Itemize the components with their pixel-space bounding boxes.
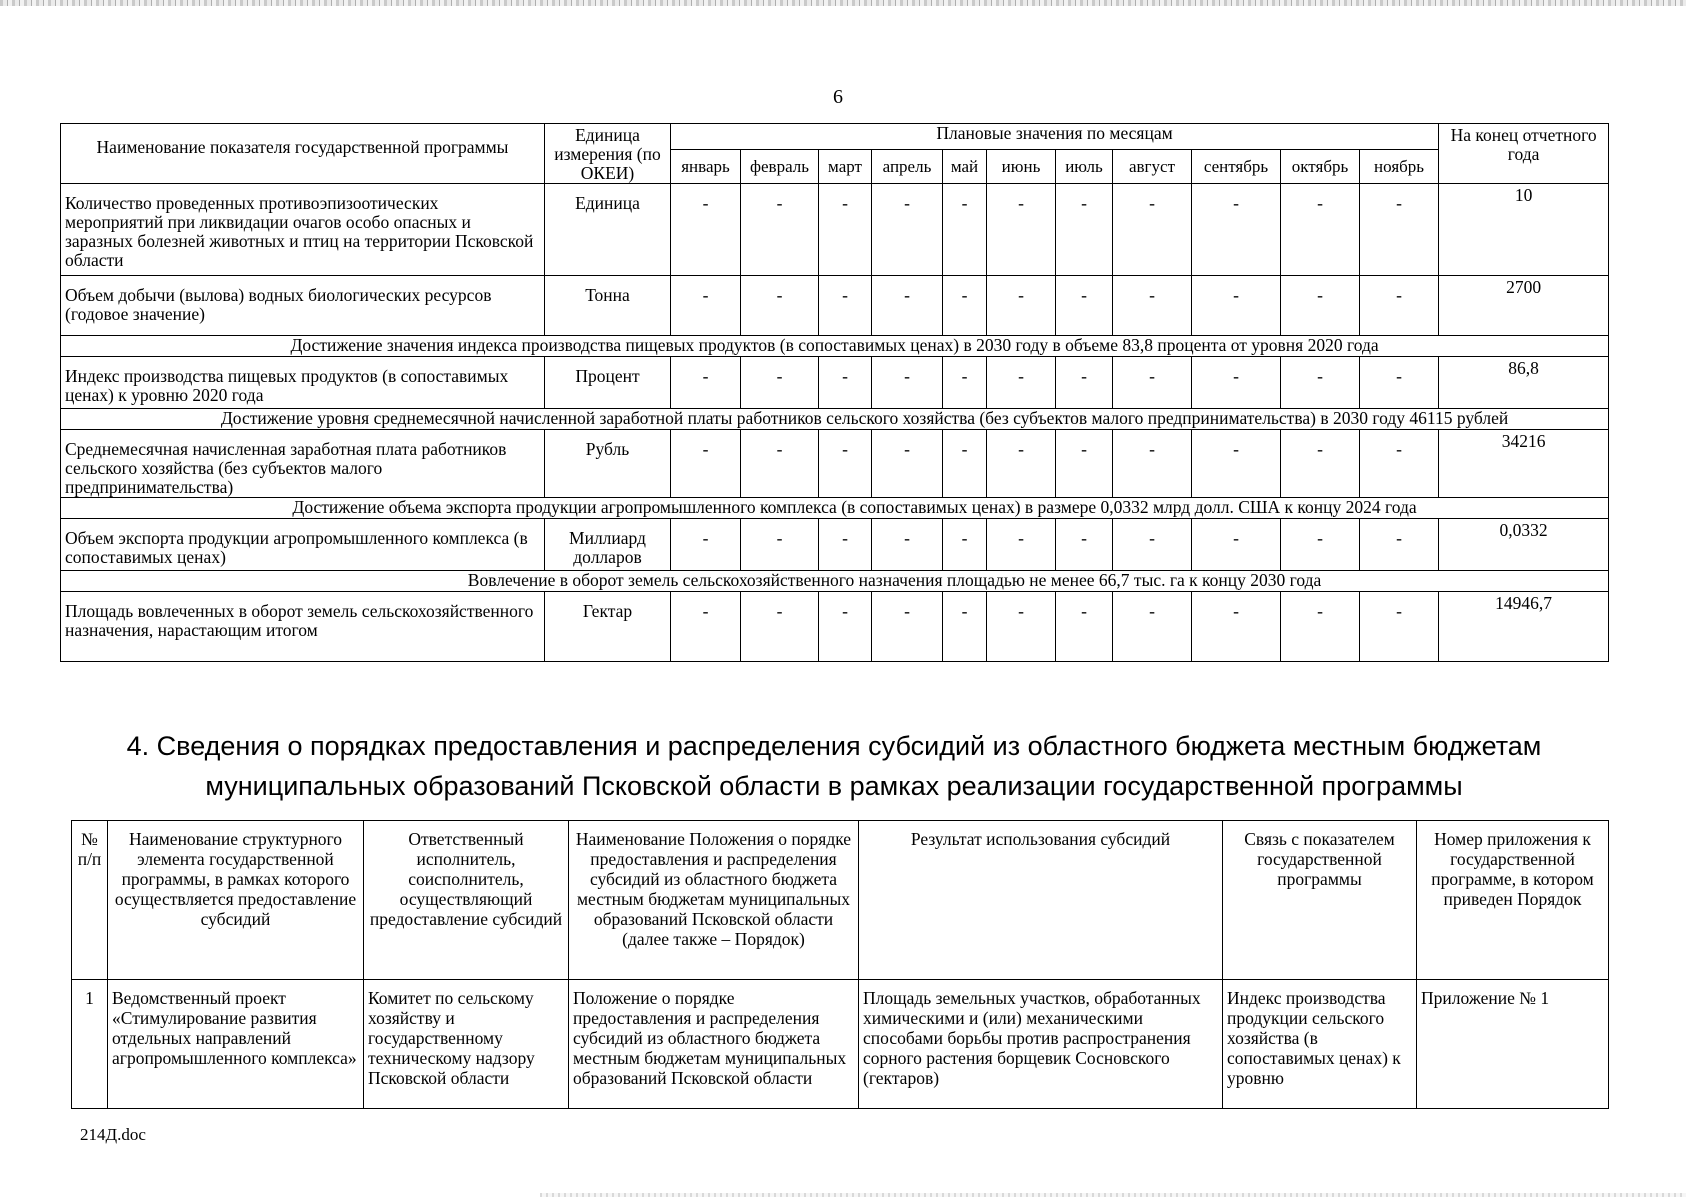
indicator-link: Индекс производства продукции сельского хозяйства (в сопоставимых ценах) к уровню bbox=[1223, 980, 1417, 1109]
indicator-unit: Миллиард долларов bbox=[545, 519, 671, 571]
subsidy-row bbox=[72, 980, 1609, 1109]
monthly-value: - bbox=[943, 519, 987, 571]
indicator-unit: Гектар bbox=[545, 592, 671, 662]
indicator-header-row bbox=[61, 124, 1609, 150]
month-header-cell: ноябрь bbox=[1360, 149, 1439, 183]
monthly-value: - bbox=[1113, 519, 1192, 571]
monthly-value: - bbox=[943, 184, 987, 276]
monthly-value: - bbox=[1192, 430, 1281, 498]
monthly-value: - bbox=[1056, 592, 1113, 662]
indicator-row bbox=[61, 592, 1609, 662]
monthly-value: - bbox=[1192, 592, 1281, 662]
monthly-value: - bbox=[1113, 184, 1192, 276]
indicator-row bbox=[61, 357, 1609, 409]
monthly-value: - bbox=[872, 592, 943, 662]
monthly-value: - bbox=[1281, 276, 1360, 336]
monthly-value: - bbox=[943, 430, 987, 498]
monthly-value: - bbox=[943, 592, 987, 662]
monthly-value: - bbox=[1113, 592, 1192, 662]
goal-section-text: Достижение уровня среднемесячной начисленной заработной платы работников сельского хозяйства (без субъектов малого предпринимательства) в 2030 году 46115 рублей bbox=[61, 409, 1609, 430]
indicator-name: Индекс производства пищевых продуктов (в сопоставимых ценах) к уровню 2020 года bbox=[61, 357, 545, 409]
monthly-value: - bbox=[741, 519, 819, 571]
monthly-value: - bbox=[1113, 430, 1192, 498]
header-row-number: № п/п bbox=[72, 821, 108, 980]
monthly-value: - bbox=[1281, 519, 1360, 571]
header-unit: Единица измерения (по ОКЕИ) bbox=[545, 124, 671, 184]
indicator-name: Площадь вовлеченных в оборот земель сельскохозяйственного назначения, нарастающим итогом bbox=[61, 592, 545, 662]
structural-element: Ведомственный проект «Стимулирование развития отдельных направлений агропромышленного комплекса» bbox=[108, 980, 364, 1109]
indicator-unit: Единица bbox=[545, 184, 671, 276]
monthly-value: - bbox=[671, 357, 741, 409]
year-end-value: 86,8 bbox=[1439, 357, 1609, 409]
monthly-value: - bbox=[819, 276, 872, 336]
section-heading-line-2: муниципальных образований Псковской области в рамках реализации государственной программы bbox=[205, 771, 1463, 801]
goal-section-row bbox=[61, 498, 1609, 519]
year-end-value: 0,0332 bbox=[1439, 519, 1609, 571]
indicator-name: Объем экспорта продукции агропромышленного комплекса (в сопоставимых ценах) bbox=[61, 519, 545, 571]
monthly-value: - bbox=[1281, 430, 1360, 498]
month-header-cell: апрель bbox=[872, 149, 943, 183]
monthly-value: - bbox=[1113, 357, 1192, 409]
indicator-unit: Рубль bbox=[545, 430, 671, 498]
monthly-value: - bbox=[1192, 357, 1281, 409]
indicator-table-body bbox=[61, 184, 1609, 662]
year-end-value: 10 bbox=[1439, 184, 1609, 276]
goal-section-row bbox=[61, 571, 1609, 592]
monthly-value: - bbox=[943, 357, 987, 409]
year-end-value: 14946,7 bbox=[1439, 592, 1609, 662]
indicator-unit: Тонна bbox=[545, 276, 671, 336]
header-executor: Ответственный исполнитель, соисполнитель, осуществляющий предоставление субсидий bbox=[364, 821, 569, 980]
monthly-value: - bbox=[943, 276, 987, 336]
section-heading-line-1: 4. Сведения о порядках предоставления и распределения субсидий из областного бюджета местным бюджетам bbox=[126, 731, 1542, 761]
monthly-value: - bbox=[1113, 276, 1192, 336]
monthly-value: - bbox=[872, 519, 943, 571]
monthly-value: - bbox=[741, 592, 819, 662]
monthly-value: - bbox=[987, 276, 1056, 336]
monthly-value: - bbox=[987, 430, 1056, 498]
month-header-cell: март bbox=[819, 149, 872, 183]
month-header-cell: июнь bbox=[987, 149, 1056, 183]
indicator-unit: Процент bbox=[545, 357, 671, 409]
monthly-value: - bbox=[819, 357, 872, 409]
scan-edge-bottom bbox=[540, 1193, 1686, 1197]
monthly-value: - bbox=[872, 276, 943, 336]
monthly-value: - bbox=[819, 430, 872, 498]
monthly-value: - bbox=[671, 184, 741, 276]
monthly-value: - bbox=[1360, 276, 1439, 336]
goal-section-row bbox=[61, 409, 1609, 430]
subsidy-header-row bbox=[72, 821, 1609, 980]
subsidy-table bbox=[71, 820, 1609, 1109]
monthly-value: - bbox=[1281, 184, 1360, 276]
month-header-cell: май bbox=[943, 149, 987, 183]
monthly-value: - bbox=[741, 357, 819, 409]
footer-filename: 214Д.doc bbox=[80, 1125, 146, 1144]
indicator-table bbox=[60, 123, 1609, 662]
monthly-value: - bbox=[1360, 184, 1439, 276]
monthly-value: - bbox=[671, 519, 741, 571]
monthly-value: - bbox=[1360, 430, 1439, 498]
header-planned-values: Плановые значения по месяцам bbox=[671, 124, 1439, 150]
goal-section-text: Достижение значения индекса производства пищевых продуктов (в сопоставимых ценах) в 2030 году в объеме 83,8 процента от уровня 2020 года bbox=[61, 336, 1609, 357]
month-header-cell: октябрь bbox=[1281, 149, 1360, 183]
monthly-value: - bbox=[1192, 519, 1281, 571]
month-header-cell: февраль bbox=[741, 149, 819, 183]
monthly-value: - bbox=[741, 430, 819, 498]
monthly-value: - bbox=[987, 519, 1056, 571]
page-number: 6 bbox=[833, 86, 843, 108]
header-appendix-number: Номер приложения к государственной программе, в котором приведен Порядок bbox=[1417, 821, 1609, 980]
monthly-value: - bbox=[1192, 276, 1281, 336]
month-header-cell: январь bbox=[671, 149, 741, 183]
monthly-value: - bbox=[1056, 276, 1113, 336]
indicator-row bbox=[61, 519, 1609, 571]
subsidy-table-body bbox=[72, 980, 1609, 1109]
header-year-end: На конец отчетного года bbox=[1439, 124, 1609, 184]
executor: Комитет по сельскому хозяйству и государственному техническому надзору Псковской области bbox=[364, 980, 569, 1109]
monthly-value: - bbox=[819, 592, 872, 662]
monthly-value: - bbox=[671, 276, 741, 336]
monthly-value: - bbox=[741, 276, 819, 336]
month-header-cell: июль bbox=[1056, 149, 1113, 183]
indicator-row bbox=[61, 184, 1609, 276]
monthly-value: - bbox=[1360, 357, 1439, 409]
monthly-value: - bbox=[671, 430, 741, 498]
indicator-name: Объем добычи (вылова) водных биологических ресурсов (годовое значение) bbox=[61, 276, 545, 336]
header-indicator-link: Связь с показателем государственной программы bbox=[1223, 821, 1417, 980]
monthly-value: - bbox=[872, 430, 943, 498]
appendix-number: Приложение № 1 bbox=[1417, 980, 1609, 1109]
monthly-value: - bbox=[872, 357, 943, 409]
month-header-cell: август bbox=[1113, 149, 1192, 183]
header-indicator-name: Наименование показателя государственной программы bbox=[61, 124, 545, 184]
monthly-value: - bbox=[1360, 519, 1439, 571]
monthly-value: - bbox=[819, 184, 872, 276]
monthly-value: - bbox=[872, 184, 943, 276]
monthly-value: - bbox=[741, 184, 819, 276]
monthly-value: - bbox=[1192, 184, 1281, 276]
goal-section-text: Вовлечение в оборот земель сельскохозяйственного назначения площадью не менее 66,7 тыс. га к концу 2030 года bbox=[61, 571, 1609, 592]
header-structural-element: Наименование структурного элемента государственной программы, в рамках которого осуществляется предоставление субсидий bbox=[108, 821, 364, 980]
monthly-value: - bbox=[1281, 357, 1360, 409]
monthly-value: - bbox=[1056, 357, 1113, 409]
header-subsidy-result: Результат использования субсидий bbox=[859, 821, 1223, 980]
goal-section-text: Достижение объема экспорта продукции агропромышленного комплекса (в сопоставимых ценах) в размере 0,0332 млрд долл. США к концу 2024 года bbox=[61, 498, 1609, 519]
year-end-value: 34216 bbox=[1439, 430, 1609, 498]
monthly-value: - bbox=[1056, 430, 1113, 498]
month-header-cell: сентябрь bbox=[1192, 149, 1281, 183]
monthly-value: - bbox=[1056, 184, 1113, 276]
monthly-value: - bbox=[819, 519, 872, 571]
scan-edge-top bbox=[0, 0, 1686, 6]
monthly-value: - bbox=[987, 592, 1056, 662]
indicator-name: Среднемесячная начисленная заработная плата работников сельского хозяйства (без субъектов малого предпринимательства) bbox=[61, 430, 545, 498]
monthly-value: - bbox=[1056, 519, 1113, 571]
regulation-name: Положение о порядке предоставления и распределения субсидий из областного бюджета местным бюджетам муниципальных образований Псковской области bbox=[569, 980, 859, 1109]
header-regulation-name: Наименование Положения о порядке предоставления и распределения субсидий из областного бюджета местным бюджетам муниципальных образований Псковской области (далее также – Порядок) bbox=[569, 821, 859, 980]
indicator-name: Количество проведенных противоэпизоотических мероприятий при ликвидации очагов особо опасных и заразных болезней животных и птиц на территории Псковской области bbox=[61, 184, 545, 276]
subsidy-result: Площадь земельных участков, обработанных химическими и (или) механическими способами борьбы против распространения сорного растения борщевик Сосновского (гектаров) bbox=[859, 980, 1223, 1109]
monthly-value: - bbox=[1360, 592, 1439, 662]
monthly-value: - bbox=[1281, 592, 1360, 662]
row-number: 1 bbox=[72, 980, 108, 1109]
indicator-row bbox=[61, 276, 1609, 336]
indicator-row bbox=[61, 430, 1609, 498]
monthly-value: - bbox=[987, 357, 1056, 409]
goal-section-row bbox=[61, 336, 1609, 357]
monthly-value: - bbox=[987, 184, 1056, 276]
monthly-value: - bbox=[671, 592, 741, 662]
year-end-value: 2700 bbox=[1439, 276, 1609, 336]
